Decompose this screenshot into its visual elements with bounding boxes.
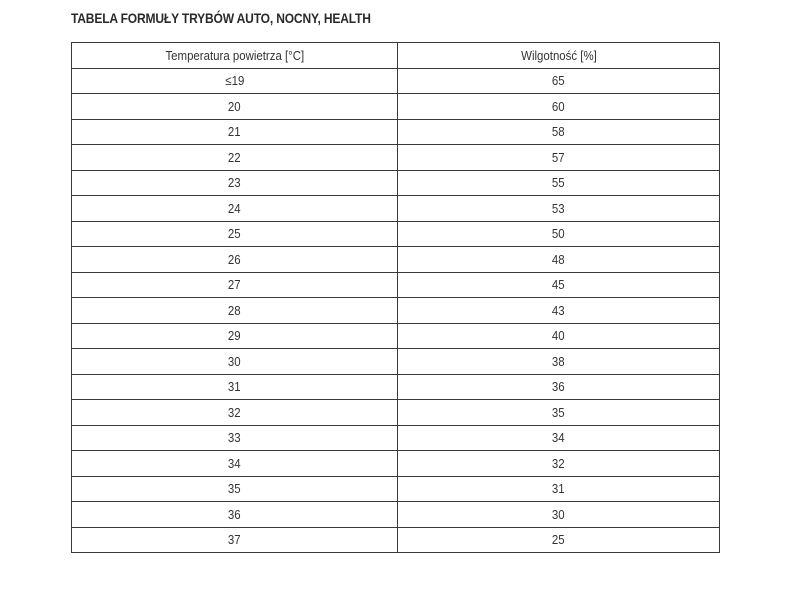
column-header-humidity: Wilgotność [%] (398, 43, 720, 69)
humidity-cell: 48 (398, 247, 720, 273)
humidity-cell: 55 (398, 170, 720, 196)
humidity-cell: 25 (398, 527, 720, 553)
table-row (72, 145, 720, 171)
humidity-cell: 31 (398, 476, 720, 502)
temperature-cell: 32 (72, 400, 398, 426)
temperature-cell: 26 (72, 247, 398, 273)
table-row (72, 502, 720, 528)
table-row (72, 451, 720, 477)
humidity-cell: 53 (398, 196, 720, 222)
humidity-cell: 57 (398, 145, 720, 171)
humidity-cell: 32 (398, 451, 720, 477)
table-body (72, 68, 720, 553)
humidity-cell: 65 (398, 68, 720, 94)
page-title: TABELA FORMUŁY TRYBÓW AUTO, NOCNY, HEALTH (71, 10, 371, 26)
temperature-cell: 37 (72, 527, 398, 553)
table-row (72, 527, 720, 553)
temperature-cell: 34 (72, 451, 398, 477)
temperature-cell: ≤19 (72, 68, 398, 94)
table-row (72, 170, 720, 196)
temperature-cell: 31 (72, 374, 398, 400)
temperature-cell: 29 (72, 323, 398, 349)
table-row (72, 298, 720, 324)
table-header-row (72, 43, 720, 69)
humidity-cell: 34 (398, 425, 720, 451)
humidity-cell: 40 (398, 323, 720, 349)
table-row (72, 221, 720, 247)
humidity-cell: 43 (398, 298, 720, 324)
table-row (72, 374, 720, 400)
humidity-cell: 38 (398, 349, 720, 375)
humidity-cell: 60 (398, 94, 720, 120)
column-header-temperature: Temperatura powietrza [°C] (72, 43, 398, 69)
table-row (72, 476, 720, 502)
humidity-cell: 30 (398, 502, 720, 528)
table-row (72, 247, 720, 273)
table-row (72, 119, 720, 145)
temperature-cell: 23 (72, 170, 398, 196)
humidity-cell: 36 (398, 374, 720, 400)
temperature-cell: 35 (72, 476, 398, 502)
table-row (72, 94, 720, 120)
temperature-cell: 20 (72, 94, 398, 120)
temperature-cell: 21 (72, 119, 398, 145)
temperature-cell: 27 (72, 272, 398, 298)
table-row (72, 272, 720, 298)
humidity-cell: 45 (398, 272, 720, 298)
humidity-cell: 50 (398, 221, 720, 247)
table-row (72, 349, 720, 375)
humidity-cell: 35 (398, 400, 720, 426)
table-row (72, 196, 720, 222)
temperature-cell: 22 (72, 145, 398, 171)
temperature-cell: 25 (72, 221, 398, 247)
humidity-cell: 58 (398, 119, 720, 145)
table-row (72, 400, 720, 426)
temperature-cell: 24 (72, 196, 398, 222)
table-row (72, 68, 720, 94)
temperature-cell: 30 (72, 349, 398, 375)
humidity-table (71, 42, 720, 553)
table-row (72, 425, 720, 451)
table-row (72, 323, 720, 349)
temperature-cell: 36 (72, 502, 398, 528)
temperature-cell: 33 (72, 425, 398, 451)
temperature-cell: 28 (72, 298, 398, 324)
